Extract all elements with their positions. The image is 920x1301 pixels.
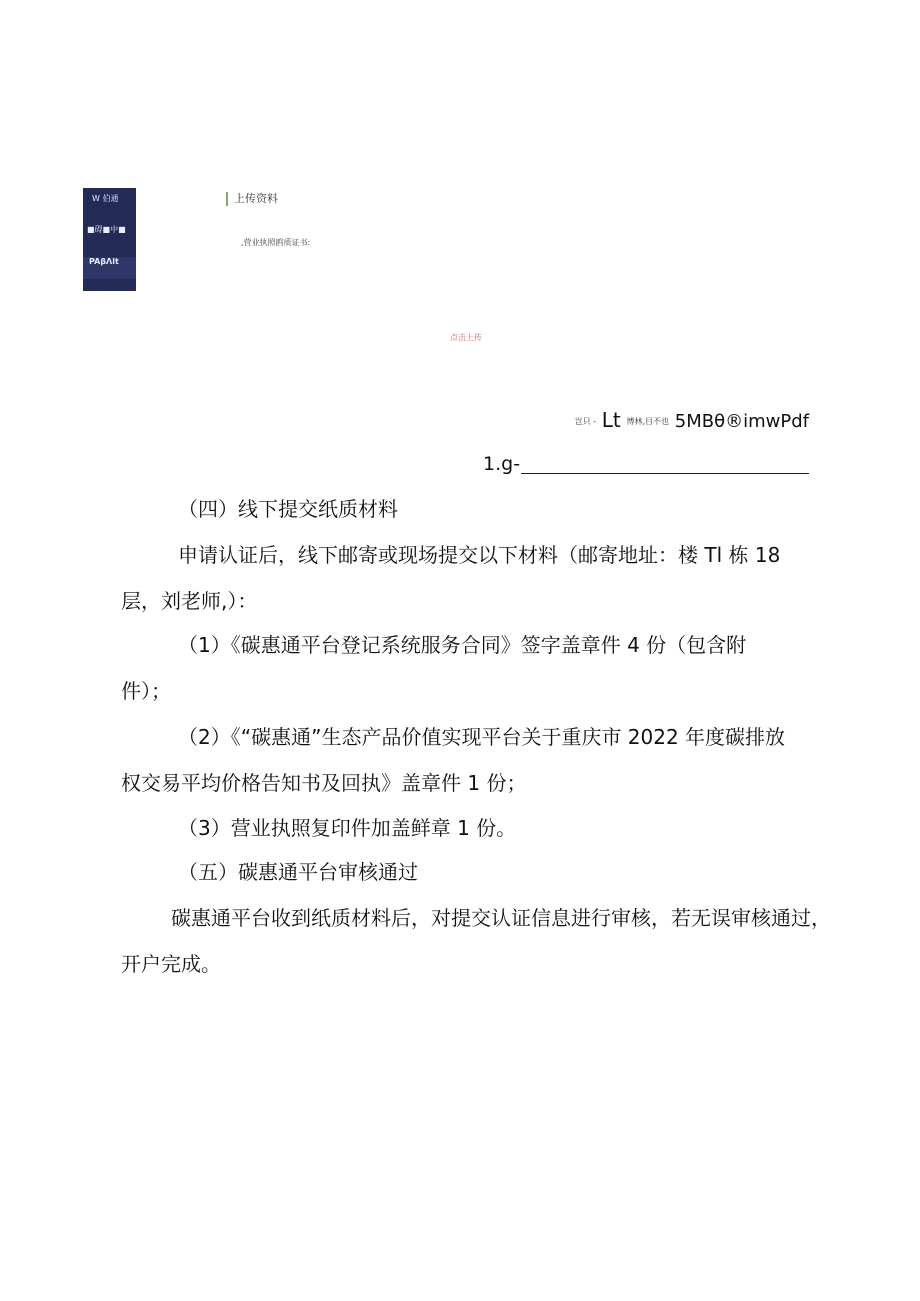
paragraph-line: 申请认证后，线下邮寄或现场提交以下材料（邮寄地址：楼 Tl 栋 18 bbox=[178, 543, 781, 567]
paragraph-line: 开户完成。 bbox=[121, 952, 221, 976]
hint-prefix: 岂只 - bbox=[574, 417, 597, 426]
embedded-sidebar-item[interactable]: ■碍■中■ bbox=[87, 225, 126, 234]
list-item-1-cont: 件）； bbox=[121, 679, 171, 703]
embedded-sidebar bbox=[83, 188, 136, 291]
list-item-3: （3）营业执照复印件加盖鲜章 1 份。 bbox=[178, 816, 517, 840]
list-item-1: （1）《碳惠通平台登记系统服务合同》签字盖章件 4 份（包含附 bbox=[178, 633, 747, 657]
section-heading-offline-submit: （四）线下提交纸质材料 bbox=[178, 497, 398, 521]
embedded-sidebar-item[interactable]: W 伯通 bbox=[92, 194, 119, 203]
embedded-sidebar-item-active[interactable]: PAβΛlt bbox=[83, 257, 136, 279]
list-item-2: （2）《“碳惠通”生态产品价值实现平台关于重庆市 2022 年度碳排放 bbox=[178, 725, 786, 749]
paragraph-line: 碳惠通平台收到纸质材料后，对提交认证信息进行审核，若无误审核通过， bbox=[171, 906, 831, 930]
hint-lt: Lt bbox=[601, 408, 621, 432]
upload-section-heading: 上传资料 bbox=[226, 192, 278, 206]
fill-in-line bbox=[483, 452, 809, 478]
underline-blank bbox=[521, 473, 809, 474]
file-format-hint bbox=[575, 408, 809, 434]
section-heading-review: （五）碳惠通平台审核通过 bbox=[178, 860, 418, 884]
hint-mid: 博林,目不也 bbox=[626, 417, 670, 426]
business-license-label: ,营业执照鸥质证书: bbox=[241, 238, 311, 247]
list-item-2-cont: 权交易平均价格告知书及回执》盖章件 1 份； bbox=[121, 771, 527, 795]
click-upload-button[interactable]: 点击上传 bbox=[450, 333, 482, 342]
hint-tail: 5MBθ®imwPdf bbox=[674, 411, 809, 432]
fill-in-label: 1.g- bbox=[483, 453, 521, 475]
paragraph-line: 层，刘老师,）： bbox=[121, 589, 258, 613]
